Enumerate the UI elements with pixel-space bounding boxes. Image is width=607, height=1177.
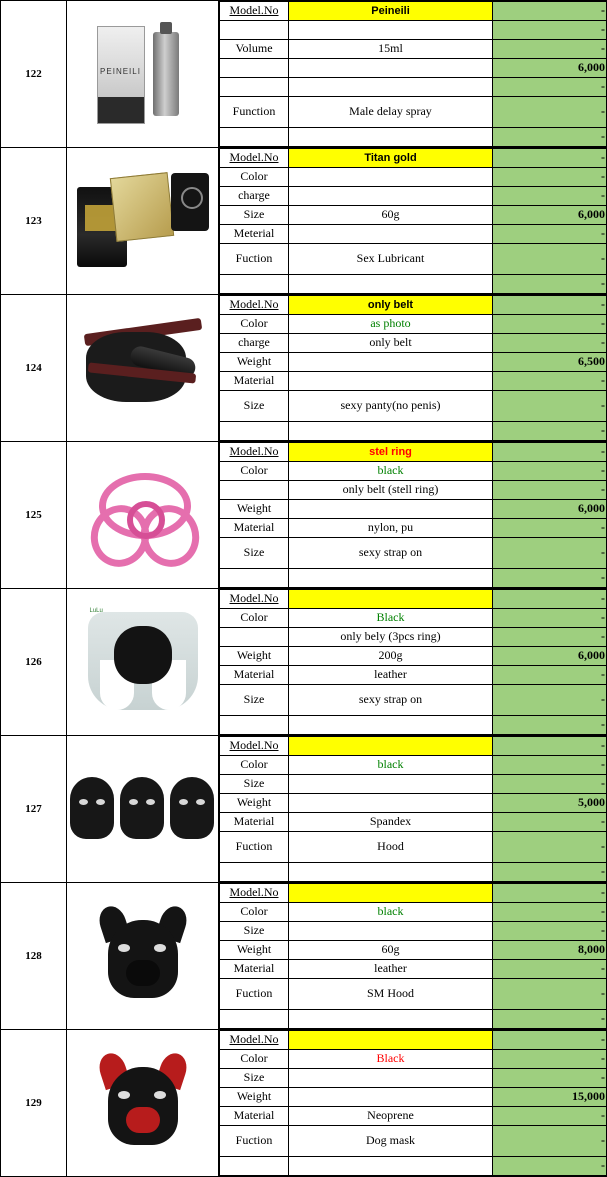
spec-label: Size [220,1069,289,1088]
spec-row [220,813,607,832]
spec-value [289,590,493,609]
price-cell: - [493,128,607,147]
spec-table [219,1,607,147]
spec-value: leather [289,960,493,979]
price-cell: - [493,78,607,97]
price-cell: - [493,334,607,353]
spec-label: Model.No [220,1031,289,1050]
spec-row [220,538,607,569]
spec-label [220,569,289,588]
spec-value: as photo [289,315,493,334]
price-cell: 6,000 [493,500,607,519]
spec-label: Meterial [220,225,289,244]
spec-label: Fuction [220,1126,289,1157]
spec-label: Function [220,97,289,128]
spec-value: stel ring [289,443,493,462]
spec-row [220,372,607,391]
spec-table [219,295,607,441]
spec-value [289,59,493,78]
spec-label [220,422,289,441]
spec-value: 200g [289,647,493,666]
spec-label [220,59,289,78]
spec-label: Model.No [220,296,289,315]
spec-value [289,569,493,588]
spec-value: black [289,903,493,922]
product-image-spray-bottle-peineili: PEINEILI [67,1,219,148]
price-cell: - [493,884,607,903]
spec-label: Model.No [220,149,289,168]
price-cell: - [493,1069,607,1088]
spec-value [289,128,493,147]
spec-value: SM Hood [289,979,493,1010]
spec-row [220,1107,607,1126]
spec-value: black [289,462,493,481]
table-row [1,295,607,442]
spec-row [220,481,607,500]
spec-row [220,756,607,775]
spec-row [220,168,607,187]
price-cell: - [493,666,607,685]
spec-label: Color [220,462,289,481]
spec-label: Model.No [220,2,289,21]
price-cell: - [493,569,607,588]
spec-row [220,737,607,756]
spec-cell [219,589,607,736]
spec-label: Fuction [220,832,289,863]
spec-row [220,716,607,735]
spec-label [220,275,289,294]
row-id-cell: 127 [1,736,67,883]
spec-value [289,500,493,519]
spec-row [220,149,607,168]
spec-cell [219,442,607,589]
spec-value: Spandex [289,813,493,832]
spec-label: Size [220,775,289,794]
spec-label: Material [220,960,289,979]
spec-cell [219,883,607,1030]
spec-value: only belt (stell ring) [289,481,493,500]
price-cell: - [493,590,607,609]
price-cell: - [493,481,607,500]
spec-row [220,647,607,666]
spec-value [289,884,493,903]
spec-row [220,775,607,794]
spec-value [289,187,493,206]
price-cell: - [493,960,607,979]
price-cell: - [493,187,607,206]
table-row [1,1,607,148]
spec-value [289,775,493,794]
spec-label [220,78,289,97]
spec-row [220,244,607,275]
table-row [1,883,607,1030]
spec-table [219,1030,607,1176]
price-cell: - [493,538,607,569]
spec-label: Model.No [220,443,289,462]
spec-row [220,863,607,882]
table-row [1,1030,607,1177]
price-cell: - [493,832,607,863]
spec-row [220,884,607,903]
price-cell: - [493,903,607,922]
price-cell: 6,000 [493,206,607,225]
product-image-neoprene-dog-mask-red [67,1030,219,1177]
price-cell: - [493,315,607,334]
spec-label: Color [220,168,289,187]
product-image-pink-strap-on-rings [67,442,219,589]
price-cell: - [493,1050,607,1069]
price-cell: - [493,863,607,882]
spec-value [289,422,493,441]
spec-row [220,1157,607,1176]
spec-row [220,1010,607,1029]
spec-value [289,1010,493,1029]
spec-value [289,168,493,187]
row-id-cell: 122 [1,1,67,148]
spec-row [220,59,607,78]
spec-value: Black [289,609,493,628]
spec-label: Material [220,813,289,832]
price-cell: - [493,1010,607,1029]
spec-row [220,1088,607,1107]
spec-label: Weight [220,1088,289,1107]
spec-value: Titan gold [289,149,493,168]
price-cell: - [493,716,607,735]
price-cell: - [493,244,607,275]
spec-value: black [289,756,493,775]
spec-row [220,275,607,294]
spec-value: 60g [289,941,493,960]
spec-value [289,1157,493,1176]
spec-row [220,590,607,609]
spec-value: 15ml [289,40,493,59]
spec-value: Sex Lubricant [289,244,493,275]
spec-value: Dog mask [289,1126,493,1157]
spec-row [220,334,607,353]
spec-value: only belt [289,296,493,315]
price-cell: - [493,275,607,294]
price-cell: - [493,979,607,1010]
spec-row [220,941,607,960]
spec-value [289,353,493,372]
table-row [1,442,607,589]
price-cell: - [493,609,607,628]
spec-label [220,863,289,882]
row-id-cell: 125 [1,442,67,589]
row-id-cell: 129 [1,1030,67,1177]
price-cell: - [493,1107,607,1126]
table-row [1,736,607,883]
spec-label: Fuction [220,244,289,275]
spec-row [220,609,607,628]
spec-label: Weight [220,941,289,960]
price-cell: 6,500 [493,353,607,372]
spec-row [220,832,607,863]
spec-row [220,903,607,922]
spec-row [220,1050,607,1069]
table-row [1,148,607,295]
price-cell: - [493,168,607,187]
spec-row [220,353,607,372]
price-cell: - [493,775,607,794]
spec-row [220,685,607,716]
spec-row [220,794,607,813]
price-cell: - [493,685,607,716]
spec-row [220,443,607,462]
product-image-titan-gold-gel-box [67,148,219,295]
price-cell: - [493,97,607,128]
spec-value: Peineili [289,2,493,21]
spec-label: Weight [220,353,289,372]
spec-label: Weight [220,647,289,666]
product-image-spandex-hoods-three [67,736,219,883]
price-cell: - [493,737,607,756]
spec-row [220,187,607,206]
spec-label: Material [220,1107,289,1126]
spec-row [220,979,607,1010]
spec-label [220,628,289,647]
spec-row [220,922,607,941]
spec-row [220,315,607,334]
spec-value [289,716,493,735]
spec-value [289,1031,493,1050]
spec-label: Size [220,391,289,422]
price-cell: - [493,422,607,441]
price-cell: - [493,462,607,481]
spec-value: Hood [289,832,493,863]
spec-label [220,21,289,40]
spec-label: Material [220,372,289,391]
spec-value: Black [289,1050,493,1069]
price-cell: - [493,1126,607,1157]
spec-label: Color [220,756,289,775]
price-cell: - [493,519,607,538]
spec-row [220,225,607,244]
spec-value: Neoprene [289,1107,493,1126]
row-id-cell: 126 [1,589,67,736]
spec-label: Size [220,685,289,716]
product-image-strap-on-panty-3-rings: LuLu [67,589,219,736]
row-id-cell: 128 [1,883,67,1030]
spec-row [220,500,607,519]
spec-label [220,128,289,147]
spec-value: 60g [289,206,493,225]
spec-label: Volume [220,40,289,59]
spec-cell [219,736,607,883]
spec-value [289,21,493,40]
spec-label: Color [220,315,289,334]
spec-label: Model.No [220,884,289,903]
price-cell: 8,000 [493,941,607,960]
spec-label [220,1010,289,1029]
spec-label: charge [220,187,289,206]
spec-table [219,442,607,588]
spec-value: only belt [289,334,493,353]
spec-value [289,225,493,244]
price-cell: - [493,225,607,244]
price-cell: - [493,922,607,941]
spec-label [220,716,289,735]
price-cell: - [493,149,607,168]
price-cell: - [493,443,607,462]
spec-label: Model.No [220,737,289,756]
spec-value [289,1069,493,1088]
spec-row [220,206,607,225]
spec-row [220,569,607,588]
spec-table [219,148,607,294]
spec-value: sexy panty(no penis) [289,391,493,422]
price-cell: 6,000 [493,647,607,666]
row-id-cell: 123 [1,148,67,295]
spec-row [220,78,607,97]
spec-cell [219,148,607,295]
spec-value [289,922,493,941]
spec-row [220,391,607,422]
spec-value: Male delay spray [289,97,493,128]
spec-label: Color [220,903,289,922]
table-row [1,589,607,736]
spec-row [220,1126,607,1157]
spec-label: Size [220,922,289,941]
product-image-strap-on-harness-black [67,295,219,442]
price-cell: 5,000 [493,794,607,813]
spec-row [220,296,607,315]
spec-cell [219,1030,607,1177]
spec-value [289,372,493,391]
price-cell: 6,000 [493,59,607,78]
price-cell: - [493,756,607,775]
price-cell: - [493,1031,607,1050]
spec-label: Color [220,1050,289,1069]
spec-value: sexy strap on [289,685,493,716]
spec-row [220,128,607,147]
spec-value [289,737,493,756]
spec-value [289,1088,493,1107]
price-cell: - [493,372,607,391]
spec-label: Material [220,519,289,538]
price-cell: 15,000 [493,1088,607,1107]
spec-value [289,78,493,97]
price-cell: - [493,813,607,832]
spec-row [220,21,607,40]
spec-value: only bely (3pcs ring) [289,628,493,647]
spec-row [220,422,607,441]
spec-row [220,628,607,647]
spec-row [220,519,607,538]
price-cell: - [493,628,607,647]
row-id-cell: 124 [1,295,67,442]
price-cell: - [493,2,607,21]
price-cell: - [493,296,607,315]
spec-label: charge [220,334,289,353]
spec-label: Size [220,538,289,569]
spec-label: Model.No [220,590,289,609]
spec-row [220,462,607,481]
spec-table [219,589,607,735]
spec-cell [219,295,607,442]
spec-value [289,794,493,813]
spec-row [220,1031,607,1050]
spec-value [289,275,493,294]
spec-value: leather [289,666,493,685]
spec-label: Material [220,666,289,685]
price-cell: - [493,21,607,40]
spec-value: sexy strap on [289,538,493,569]
spec-row [220,1069,607,1088]
spec-row [220,2,607,21]
spec-row [220,666,607,685]
price-cell: - [493,391,607,422]
spec-cell [219,1,607,148]
spec-label [220,1157,289,1176]
spec-table [219,736,607,882]
spec-row [220,97,607,128]
spec-label [220,481,289,500]
spec-row [220,960,607,979]
spec-row [220,40,607,59]
spec-label: Weight [220,500,289,519]
price-cell: - [493,40,607,59]
spec-label: Weight [220,794,289,813]
spec-table [219,883,607,1029]
spec-label: Size [220,206,289,225]
product-image-leather-sm-hood [67,883,219,1030]
spec-label: Color [220,609,289,628]
spec-value: nylon, pu [289,519,493,538]
price-cell: - [493,1157,607,1176]
spec-label: Fuction [220,979,289,1010]
spec-value [289,863,493,882]
